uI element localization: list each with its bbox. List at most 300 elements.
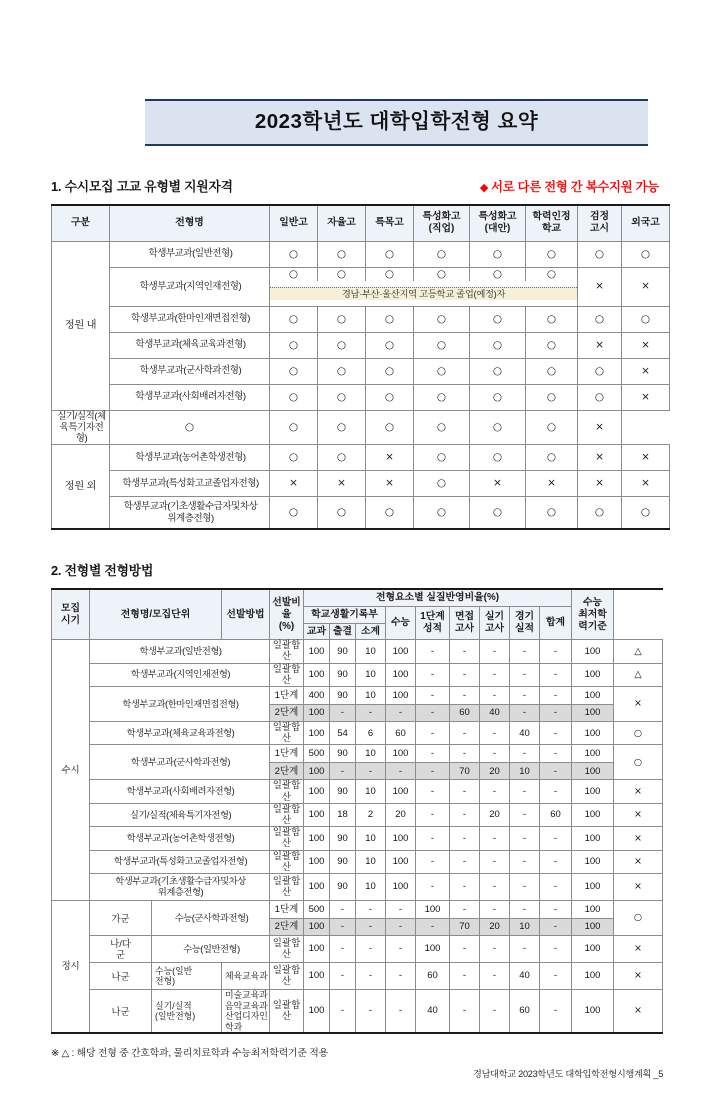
mark-value: ×	[366, 445, 414, 471]
selection-ratio-value: 100	[304, 850, 330, 873]
selection-ratio-value: 100	[304, 963, 330, 990]
stage1-score-value: -	[450, 936, 480, 963]
gun-label: 나/다 군	[90, 936, 152, 963]
mark-value: ○	[318, 410, 366, 445]
selection-ratio-value: 100	[304, 803, 330, 826]
table-row	[52, 445, 670, 471]
row-name: 학생부교과(특성화고교졸업자전형)	[110, 471, 270, 497]
col-line1: 모집	[60, 603, 81, 615]
section1-note	[480, 177, 663, 195]
subtotal-value: 100	[386, 663, 416, 686]
subject-value: 90	[330, 745, 356, 763]
selection-method: 일괄합산	[270, 874, 304, 901]
mark-value: ×	[526, 471, 578, 497]
practical-value: 10	[510, 762, 540, 780]
subtotal-value: -	[386, 704, 416, 722]
suneung-value: -	[416, 704, 450, 722]
attendance-value: -	[356, 901, 386, 919]
mark-value: ○	[414, 332, 470, 358]
col-jeonhyeong: 전형명	[110, 205, 270, 242]
mark-value: ○	[318, 267, 366, 281]
table-row	[52, 241, 670, 267]
practical-value: 40	[510, 722, 540, 745]
col-total: 합계	[540, 606, 572, 639]
section1-header	[51, 176, 663, 195]
competition-record-value: -	[540, 640, 572, 663]
selection-method: 일괄합산	[270, 803, 304, 826]
diamond-icon: ◆	[479, 181, 489, 194]
gun-label: 나군	[90, 990, 152, 1034]
total-value: 100	[572, 762, 614, 780]
col-teukseonghwa-jikup	[414, 205, 470, 242]
suneung-value: -	[416, 850, 450, 873]
col-subject: 교과	[304, 623, 330, 640]
subject-value: -	[330, 963, 356, 990]
mark-value: ○	[366, 497, 414, 530]
practical-value: -	[510, 850, 540, 873]
selection-method: 일괄합산	[270, 663, 304, 686]
col-line2: 실적	[514, 623, 535, 635]
total-value: 100	[572, 850, 614, 873]
mark-value: ○	[318, 241, 366, 267]
attendance-value: 2	[356, 803, 386, 826]
table-row	[52, 963, 663, 990]
total-value: 100	[572, 780, 614, 803]
table-row	[52, 780, 663, 803]
stage1-score-value: -	[450, 827, 480, 850]
mark-value: ×	[578, 445, 622, 471]
stage1-score-value: -	[450, 850, 480, 873]
interview-value: 20	[480, 918, 510, 936]
competition-record-value: -	[540, 687, 572, 705]
mark-value: ○	[366, 358, 414, 384]
interview-value: -	[480, 874, 510, 901]
mark-value: ×	[622, 471, 670, 497]
col-line1: 선발비	[272, 597, 301, 609]
col-teukseonghwa-daean	[470, 205, 526, 242]
col-line1: 수능	[582, 597, 603, 609]
mark-value: ×	[622, 384, 670, 410]
stage1-score-value: -	[450, 687, 480, 705]
mark-value: ○	[470, 358, 526, 384]
total-value: 100	[572, 687, 614, 705]
col-line1: 면접	[454, 611, 475, 623]
col-subtotal: 소계	[356, 623, 386, 640]
total-value: 100	[572, 745, 614, 763]
suneung-value: -	[416, 663, 450, 686]
col-school-record-group: 학교생활기록부	[304, 606, 386, 623]
col-line2: 고사	[484, 623, 505, 635]
competition-record-value: -	[540, 850, 572, 873]
mark-value: ×	[622, 358, 670, 384]
total-value: 100	[572, 640, 614, 663]
row-unit: 미술교육과 음악교육과 산업디자인학과	[222, 990, 270, 1034]
practical-value: -	[510, 663, 540, 686]
title-banner	[145, 99, 648, 146]
suneung-value: -	[416, 722, 450, 745]
method-table	[51, 588, 663, 1034]
col-line2: 최저학	[578, 608, 607, 620]
practical-value: -	[510, 687, 540, 705]
table-row	[52, 358, 670, 384]
practical-value: -	[510, 745, 540, 763]
selection-method: 일괄합산	[270, 722, 304, 745]
period-label-jeongsi: 정시	[52, 901, 90, 1034]
min-standard-value: ×	[614, 827, 663, 850]
mark-value: ○	[414, 445, 470, 471]
col-line2: 학교	[541, 223, 562, 235]
competition-record-value: -	[540, 963, 572, 990]
mark-value: ○	[270, 306, 318, 332]
mark-value: ○	[526, 306, 578, 332]
mark-value: ×	[622, 445, 670, 471]
subject-value: 90	[330, 850, 356, 873]
subject-value: 54	[330, 722, 356, 745]
total-value: 100	[572, 918, 614, 936]
stage1-score-value: -	[450, 874, 480, 901]
regional-band-cell	[270, 281, 578, 307]
selection-method: 일괄합산	[270, 850, 304, 873]
mark-value: ○	[578, 384, 622, 410]
mark-value: ○	[622, 241, 670, 267]
suneung-value: -	[416, 745, 450, 763]
min-standard-value: ×	[614, 990, 663, 1034]
eligibility-body	[52, 241, 670, 529]
col-name-unit: 전형명/모집단위	[90, 589, 222, 640]
mark-value: ○	[270, 410, 318, 445]
mark-value: ○	[470, 497, 526, 530]
suneung-value: -	[416, 874, 450, 901]
subject-value: -	[330, 762, 356, 780]
mark-value: ○	[414, 471, 470, 497]
selection-ratio-value: 100	[304, 936, 330, 963]
min-standard-value: ×	[614, 850, 663, 873]
mark-value: ○	[366, 384, 414, 410]
col-line2: 고사	[454, 623, 475, 635]
subject-value: 90	[330, 640, 356, 663]
row-name: 수능(일반 전형)	[152, 963, 222, 990]
selection-method: 일괄합산	[270, 990, 304, 1034]
suneung-value: -	[416, 918, 450, 936]
row-name: 학생부교과(체육교육과전형)	[90, 722, 270, 745]
total-value: 100	[572, 963, 614, 990]
competition-record-value: -	[540, 722, 572, 745]
period-label-susi: 수시	[52, 640, 90, 901]
attendance-value: -	[356, 918, 386, 936]
competition-record-value: -	[540, 780, 572, 803]
gun-label: 나군	[90, 963, 152, 990]
selection-method: 2단계	[270, 762, 304, 780]
practical-value: 60	[510, 990, 540, 1034]
mark-value: ○	[270, 241, 318, 267]
table-row	[52, 901, 663, 919]
suneung-value: 60	[416, 963, 450, 990]
competition-record-value: -	[540, 936, 572, 963]
mark-value: ○	[270, 384, 318, 410]
stage1-score-value: -	[450, 640, 480, 663]
row-unit: 체육교육과	[222, 963, 270, 990]
page-title: 2023학년도 대학입학전형 요약	[145, 99, 648, 146]
suneung-value: -	[416, 687, 450, 705]
selection-ratio-value: 100	[304, 918, 330, 936]
mark-value: ×	[578, 471, 622, 497]
row-name: 학생부교과(지역인재전형)	[110, 267, 270, 306]
regional-band-text: 경남·부산·울산지역 고등학교 졸업(예정)자	[270, 287, 577, 300]
col-practical-exam	[480, 606, 510, 639]
selection-ratio-value: 500	[304, 745, 330, 763]
total-value: 100	[572, 704, 614, 722]
mark-value: ○	[526, 445, 578, 471]
row-name: 학생부교과(일반전형)	[90, 640, 270, 663]
min-standard-value: △	[614, 640, 663, 663]
competition-record-value: -	[540, 704, 572, 722]
subtotal-value: 100	[386, 850, 416, 873]
section1-note-text: 서로 다른 전형 간 복수지원 가능	[491, 179, 659, 194]
selection-ratio-value: 100	[304, 704, 330, 722]
practical-value: 10	[510, 918, 540, 936]
suneung-value: -	[416, 780, 450, 803]
col-min-standard	[572, 589, 614, 640]
col-elements-group: 전형요소별 실질반영비율(%)	[304, 589, 572, 606]
mark-value: ○	[526, 241, 578, 267]
attendance-value: -	[356, 936, 386, 963]
mark-value: ○	[578, 358, 622, 384]
table-row	[52, 384, 670, 410]
subject-value: -	[330, 990, 356, 1034]
mark-value: ○	[526, 358, 578, 384]
interview-value: -	[480, 963, 510, 990]
mark-value: ○	[318, 445, 366, 471]
selection-method: 2단계	[270, 704, 304, 722]
subtotal-value: -	[386, 990, 416, 1034]
table-row	[52, 497, 670, 530]
subtotal-value: -	[386, 762, 416, 780]
page-footer: 경남대학교 2023학년도 대학입학전형시행계획 _5	[473, 1069, 663, 1079]
mark-value: ○	[622, 306, 670, 332]
mark-value: ×	[578, 410, 622, 445]
selection-ratio-value: 100	[304, 874, 330, 901]
suneung-value: -	[416, 640, 450, 663]
interview-value: -	[480, 780, 510, 803]
subtotal-value: -	[386, 918, 416, 936]
row-name: 학생부교과(지역인재전형)	[90, 663, 270, 686]
table-row	[52, 850, 663, 873]
col-line2: (직업)	[428, 223, 455, 235]
mark-value: ○	[414, 358, 470, 384]
stage1-score-value: -	[450, 803, 480, 826]
competition-record-value: -	[540, 663, 572, 686]
practical-value: 40	[510, 963, 540, 990]
min-standard-value: ○	[614, 745, 663, 780]
suneung-value: 40	[416, 990, 450, 1034]
row-name: 학생부교과(농어촌학생전형)	[90, 827, 270, 850]
row-name: 수능(일반전형)	[152, 936, 270, 963]
mark-value: ○	[414, 497, 470, 530]
competition-record-value: -	[540, 990, 572, 1034]
subtotal-value: 100	[386, 745, 416, 763]
table-row	[52, 306, 670, 332]
selection-ratio-value: 100	[304, 990, 330, 1034]
row-name: 학생부교과(체육교육과전형)	[110, 332, 270, 358]
table-row	[52, 332, 670, 358]
row-name: 학생부교과(군사학과전형)	[110, 358, 270, 384]
total-value: 100	[572, 827, 614, 850]
competition-record-value: -	[540, 745, 572, 763]
table-row	[52, 663, 663, 686]
attendance-value: 10	[356, 780, 386, 803]
col-line2: (대안)	[484, 223, 511, 235]
col-line2: 시기	[60, 614, 81, 626]
row-name: 학생부교과(사회배려자전형)	[110, 384, 270, 410]
selection-ratio-value: 100	[304, 780, 330, 803]
eligibility-table	[51, 204, 670, 531]
total-value: 100	[572, 803, 614, 826]
interview-value: 20	[480, 762, 510, 780]
subject-value: 18	[330, 803, 356, 826]
suneung-value: -	[416, 762, 450, 780]
mark-value: ×	[318, 471, 366, 497]
selection-method: 일괄합산	[270, 963, 304, 990]
selection-ratio-value: 100	[304, 762, 330, 780]
subject-value: -	[330, 918, 356, 936]
col-interview	[450, 606, 480, 639]
row-name: 학생부교과(농어촌학생전형)	[110, 445, 270, 471]
subtotal-value: 100	[386, 780, 416, 803]
col-line1: 1단계	[420, 611, 445, 623]
row-name: 실기/실적(체육특기자전형)	[52, 410, 110, 445]
col-line1: 검정	[589, 211, 610, 223]
col-line2: 성적	[422, 623, 443, 635]
table-row	[52, 874, 663, 901]
selection-method: 일괄합산	[270, 936, 304, 963]
attendance-value: 6	[356, 722, 386, 745]
mark-value: ○	[318, 306, 366, 332]
total-value: 100	[572, 990, 614, 1034]
table-row	[52, 827, 663, 850]
col-jayulgo: 자율고	[318, 205, 366, 242]
mark-value: ○	[110, 410, 270, 445]
subject-value: 90	[330, 663, 356, 686]
row-name: 학생부교과(특성화고교졸업자전형)	[90, 850, 270, 873]
stage1-score-value: -	[450, 901, 480, 919]
mark-value: ○	[578, 497, 622, 530]
table-row	[52, 745, 663, 763]
mark-value: ○	[526, 267, 578, 281]
attendance-value: 10	[356, 663, 386, 686]
col-ilbango: 일반고	[270, 205, 318, 242]
total-value: 100	[572, 901, 614, 919]
section1-title: 1. 수시모집 고교 유형별 지원자격	[51, 178, 233, 194]
min-standard-value: ○	[614, 722, 663, 745]
col-method: 선발방법	[222, 589, 270, 640]
stage1-score-value: -	[450, 745, 480, 763]
total-value: 100	[572, 874, 614, 901]
mark-value: ○	[366, 267, 414, 281]
section2-header	[51, 560, 663, 579]
mark-value: ○	[366, 410, 414, 445]
practical-value: -	[510, 936, 540, 963]
mark-value: ○	[470, 445, 526, 471]
subject-value: 90	[330, 827, 356, 850]
mark-value: ○	[470, 306, 526, 332]
selection-method: 1단계	[270, 745, 304, 763]
table-row	[52, 687, 663, 705]
table-row	[52, 471, 670, 497]
table-header-row	[52, 205, 670, 242]
attendance-value: 10	[356, 687, 386, 705]
subtotal-value: 100	[386, 640, 416, 663]
col-line1: 실기	[484, 611, 505, 623]
competition-record-value: 60	[540, 803, 572, 826]
gun-label: 가군	[90, 901, 152, 936]
row-name: 학생부교과(사회배려자전형)	[90, 780, 270, 803]
selection-ratio-value: 500	[304, 901, 330, 919]
subtotal-value: 100	[386, 687, 416, 705]
mark-value: ○	[366, 306, 414, 332]
mark-value: ○	[366, 332, 414, 358]
mark-value: ×	[270, 471, 318, 497]
subtotal-value: 100	[386, 827, 416, 850]
col-period	[52, 589, 90, 640]
selection-ratio-value: 100	[304, 663, 330, 686]
mark-value: ×	[622, 267, 670, 306]
col-line3: (%)	[278, 620, 295, 632]
table-row	[52, 990, 663, 1034]
col-suneung: 수능	[386, 606, 416, 639]
row-name: 학생부교과(한마인재면접전형)	[90, 687, 270, 722]
interview-value: -	[480, 850, 510, 873]
stage1-score-value: 70	[450, 918, 480, 936]
attendance-value: -	[356, 990, 386, 1034]
interview-value: -	[480, 901, 510, 919]
mark-value: ○	[526, 497, 578, 530]
subject-value: 90	[330, 780, 356, 803]
subtotal-value: -	[386, 901, 416, 919]
mark-value: ○	[414, 410, 470, 445]
mark-value: ○	[270, 497, 318, 530]
mark-value: ○	[318, 497, 366, 530]
subtotal-value: 60	[386, 722, 416, 745]
min-standard-value: ×	[614, 803, 663, 826]
mark-value: ×	[578, 332, 622, 358]
table-row	[52, 803, 663, 826]
row-name: 학생부교과(한마인재면접전형)	[110, 306, 270, 332]
col-teukmokgo: 특목고	[366, 205, 414, 242]
interview-value: -	[480, 663, 510, 686]
mark-value: ○	[318, 384, 366, 410]
attendance-value: -	[356, 963, 386, 990]
competition-record-value: -	[540, 918, 572, 936]
col-line1: 특성화고	[422, 211, 461, 223]
col-line3: 력기준	[578, 620, 607, 632]
subtotal-value: 20	[386, 803, 416, 826]
stage1-score-value: 60	[450, 704, 480, 722]
mark-value: ○	[414, 384, 470, 410]
col-line1: 학력인정	[532, 211, 571, 223]
mark-value: ○	[270, 332, 318, 358]
min-standard-value: ×	[614, 874, 663, 901]
mark-value: ○	[414, 267, 470, 281]
min-standard-value: △	[614, 663, 663, 686]
selection-ratio-value: 100	[304, 722, 330, 745]
table-row	[52, 722, 663, 745]
selection-method: 일괄합산	[270, 780, 304, 803]
stage1-score-value: -	[450, 990, 480, 1034]
document-page	[0, 99, 714, 1108]
min-standard-value: ×	[614, 963, 663, 990]
practical-value: -	[510, 640, 540, 663]
subject-value: 90	[330, 874, 356, 901]
